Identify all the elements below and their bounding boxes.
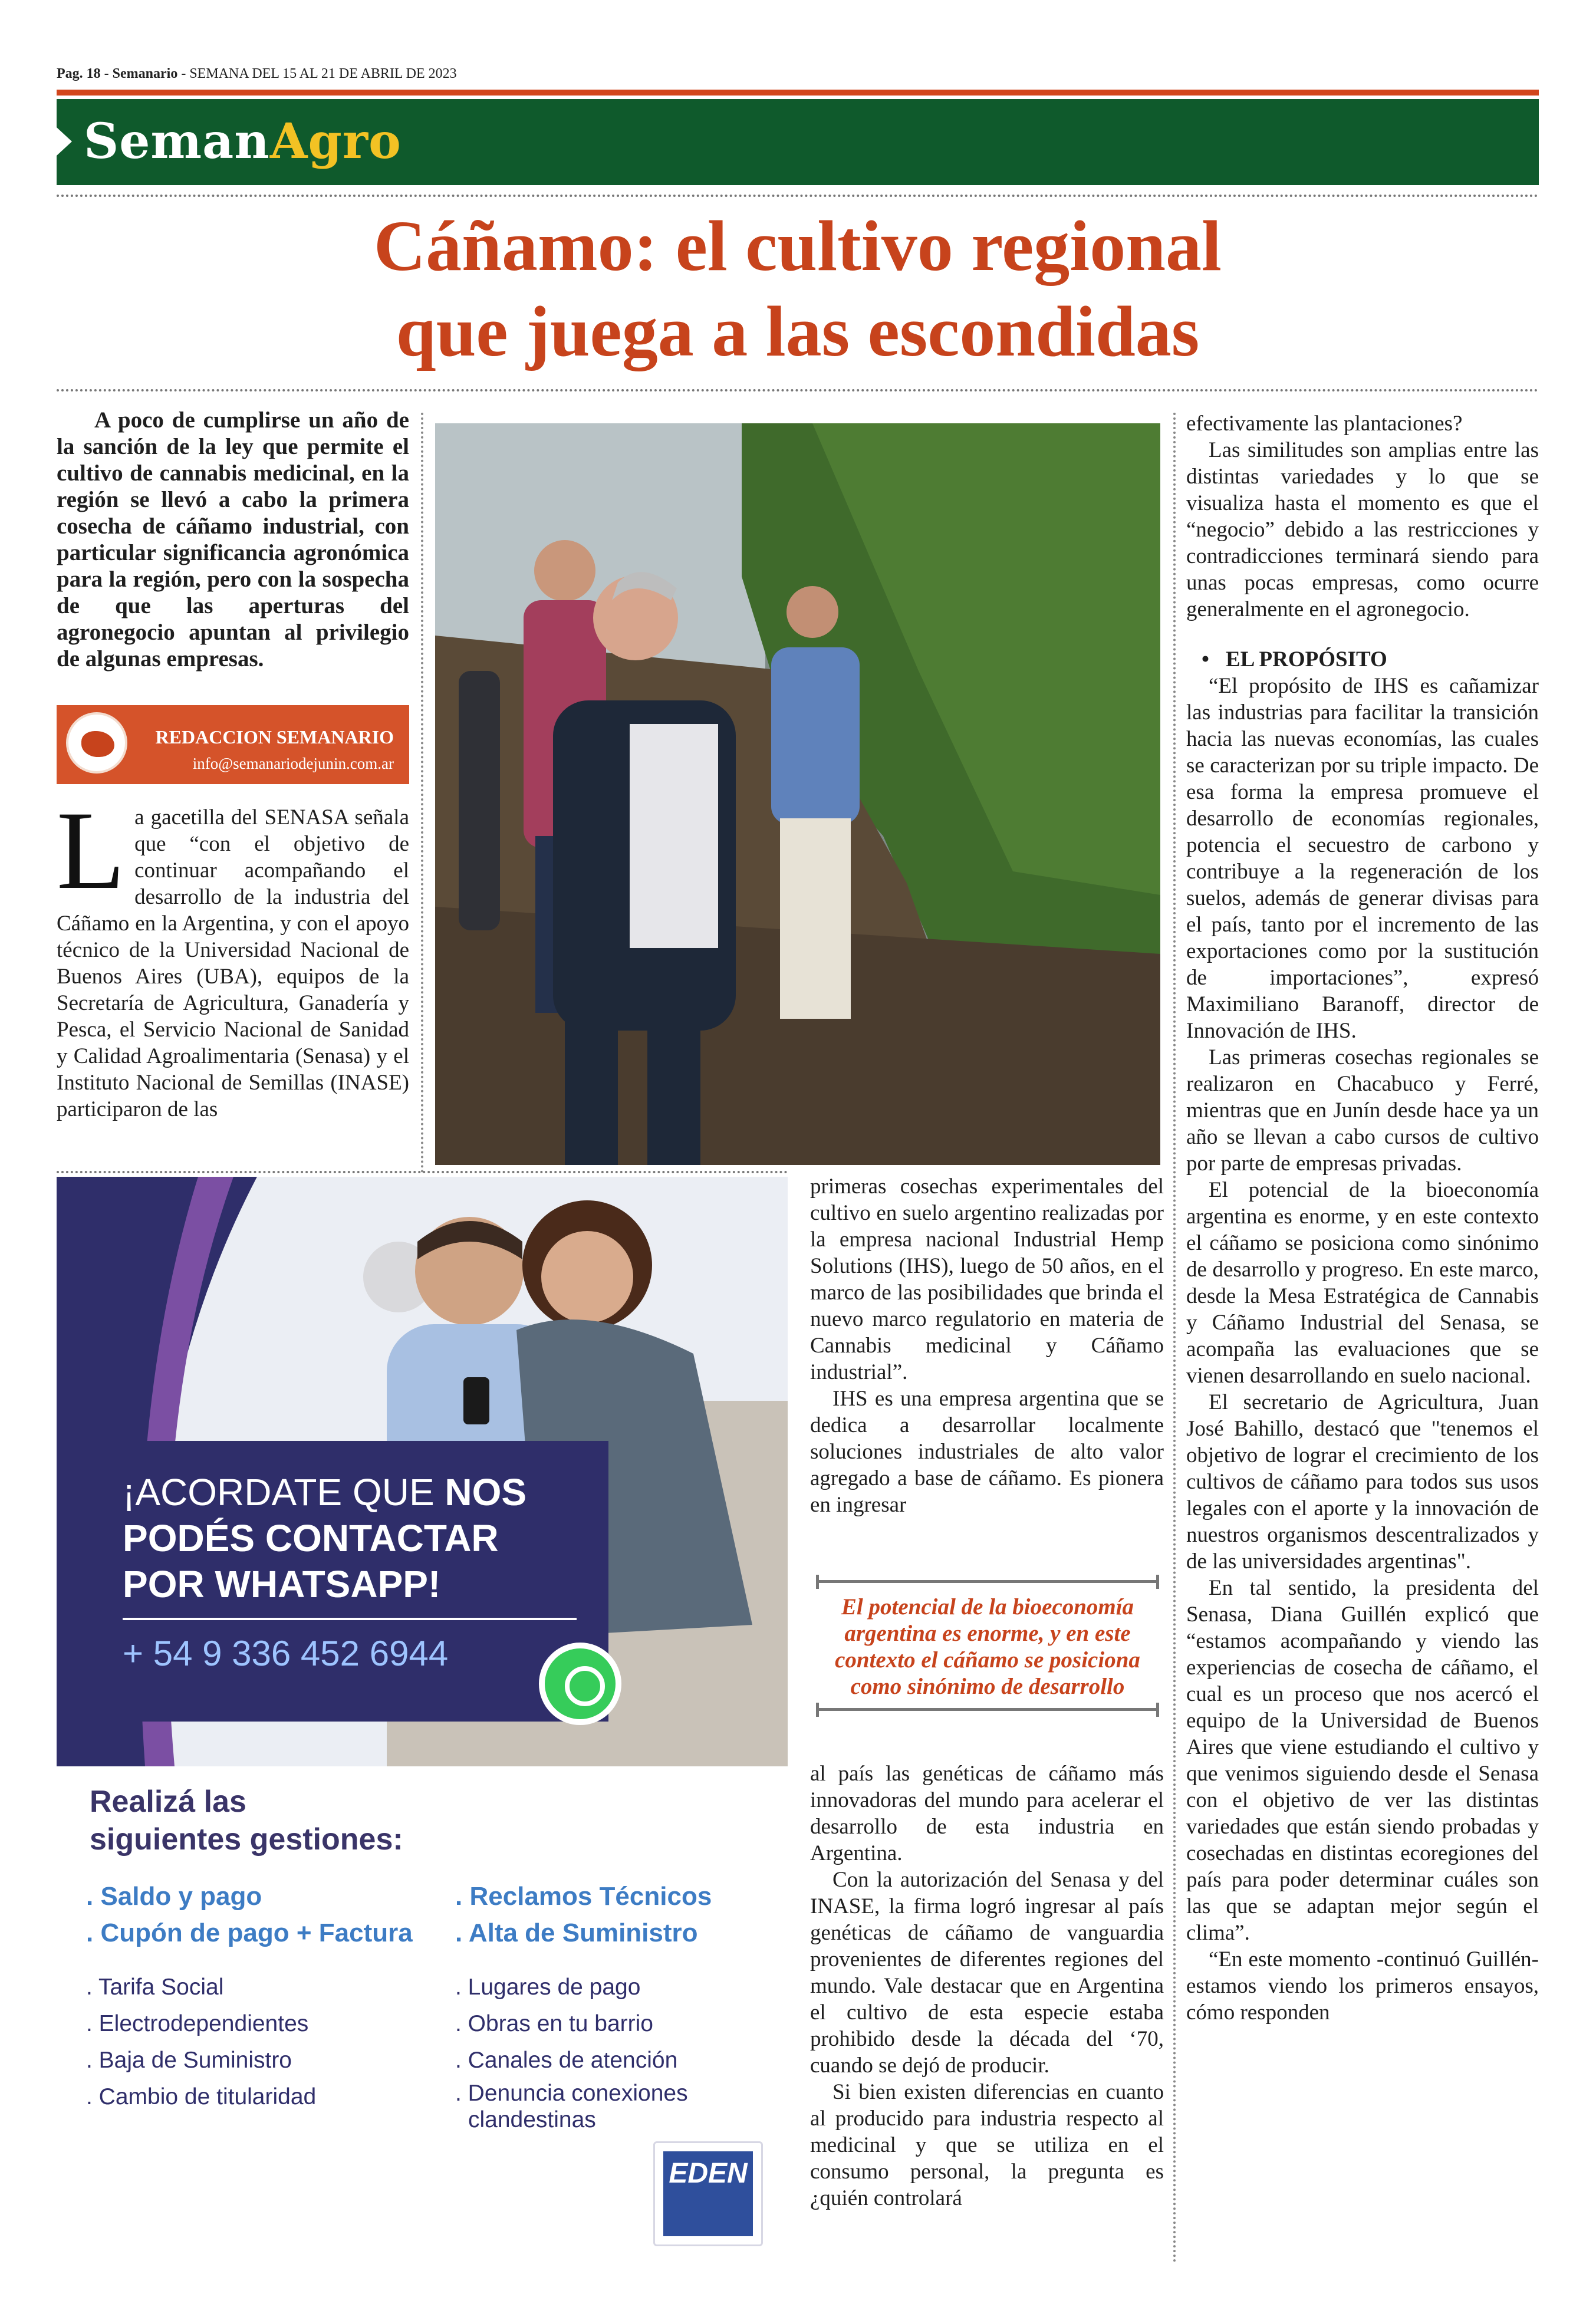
service-item[interactable]: . Reclamos Técnicos (455, 1882, 712, 1911)
column-2-bottom (810, 1760, 1164, 2211)
drop-cap: L (57, 789, 126, 913)
issue-week: - SEMANA DEL 15 AL 21 DE ABRIL DE 2023 (177, 66, 457, 81)
ad-headline-part-2: NOS (445, 1471, 527, 1513)
article-title (57, 203, 1539, 374)
ad-box-rule (123, 1618, 577, 1620)
title-line-2: que juega a las escondidas (396, 292, 1200, 371)
service-item[interactable]: . Saldo y pago (86, 1882, 262, 1911)
eden-logo (653, 2141, 763, 2246)
other-services-left (86, 1969, 316, 2115)
column-3 (1186, 410, 1539, 2026)
pull-quote-bottom-rule (816, 1708, 1159, 1711)
ad-headline-line-2: PODÉS CONTACTAR (123, 1517, 499, 1559)
column-2-paragraph-2: IHS es una empresa argentina que se dedica a desarrollar localmente soluciones industriales de alto valor agregado a base de cáñamo. Es pionera en ingresar (810, 1387, 1164, 1517)
pull-quote-top-rule (816, 1580, 1159, 1583)
whatsapp-icon[interactable] (539, 1643, 621, 1725)
ad-photo-area (57, 1177, 788, 1766)
whatsapp-contact-box (90, 1441, 608, 1722)
page-number: Pag. 18 (57, 66, 101, 81)
title-line-1: Cáñamo: el cultivo regional (374, 206, 1222, 286)
column-2-paragraph-3: al país las genéticas de cáñamo más innovadoras del mundo para acelerar el desarrollo de esta industria en Argentina. (810, 1762, 1164, 1865)
article-lead: A poco de cumplirse un año de la sanción de la ley que permite el cultivo de cannabis medicinal, en la región se llevó a cabo la primera cosecha de cáñamo industrial, con particular significancia agronómica para la región, pero con la sospecha de que las aperturas del agronegocio apuntan al privilegio de algunas empresas. (57, 407, 409, 672)
column-divider-1 (421, 413, 423, 1173)
service-item[interactable]: . Lugares de pago (455, 1974, 641, 2000)
column-3-paragraph-1: efectivamente las plantaciones? (1186, 412, 1463, 436)
column-3-paragraph-6: El secretario de Agricultura, Juan José Bahillo, destacó que "tenemos el objetivo de lograr el crecimiento de los cultivos de cáñamo para todos sus usos legales con el aporte y la innovación de nuestros organismos descentralizados y de las universidades argentinas". (1186, 1390, 1539, 1574)
ad-headline-line-3: POR WHATSAPP! (123, 1563, 441, 1605)
pull-quote (816, 1580, 1159, 1711)
column-2-top (810, 1173, 1164, 1518)
column-3-paragraph-4: Las primeras cosechas regionales se realizaron en Chacabuco y Ferré, mientras que en Junín desde hace ya un año se llevan a cabo cursos de cultivo por parte de empresas privadas. (1186, 1045, 1539, 1176)
eden-advertisement[interactable] (57, 1177, 788, 2252)
title-divider (57, 389, 1539, 391)
services-heading-line-2: siguientes gestiones: (90, 1822, 403, 1857)
column-1 (57, 789, 409, 1123)
column-2-paragraph-5: Si bien existen diferencias en cuanto al producido para industria respecto al medicinal y que se utiliza en el consumo personal, la pregunta es ¿quién controlará (810, 2080, 1164, 2210)
column-3-paragraph-8: “En este momento -continuó Guillén- estamos viendo los primeros ensayos, cómo responden (1186, 1947, 1539, 2025)
service-item[interactable]: . Cupón de pago + Factura (86, 1918, 413, 1947)
hemp-field-photo (435, 423, 1160, 1165)
main-services-left (86, 1878, 413, 1951)
ad-headline-part-1: ¡ACORDATE QUE (123, 1471, 445, 1513)
section-logo-part1: Seman (84, 113, 270, 170)
section-logo (84, 113, 402, 170)
column-3-paragraph-5: El potencial de la bioeconomía argentina es enorme, y en este contexto el cáñamo se posiciona como sinónimo de desarrollo y progreso. En este marco, desde la Mesa Estratégica de Cannabis y Cáñamo Industrial del Senasa, se acompaña las evaluaciones que se vienen desarrollando en suelo nacional. (1186, 1178, 1539, 1388)
byline-name: REDACCION SEMANARIO (155, 726, 394, 748)
column-2-paragraph-1: primeras cosechas experimentales del cultivo en suelo argentino realizadas por la empresa nacional Industrial Hemp Solutions (IHS), luego de 50 años, en el marco de las posibilidades que brinda el nuevo marco regulatorio en materia de Cannabis medicinal y Cáñamo industrial”. (810, 1174, 1164, 1384)
service-item[interactable]: . Cambio de titularidad (86, 2084, 317, 2109)
banner-divider (57, 195, 1539, 197)
service-item[interactable]: . Denuncia conexiones (455, 2081, 688, 2106)
services-heading-line-1: Realizá las (90, 1785, 246, 1819)
service-item[interactable]: . Electrodependientes (86, 2011, 309, 2036)
ad-top-divider (57, 1171, 788, 1173)
section-logo-part2: Agro (269, 113, 402, 170)
column-2-paragraph-4: Con la autorización del Senasa y del INASE, la firma logró ingresar al país genéticas de cáñamo de vanguardia provenientes de diferentes regiones del mundo. Vale destacar que en Argentina el cultivo de esta especie estaba prohibido desde la década del ‘70, cuando se dejó de producir. (810, 1868, 1164, 2078)
services-heading (90, 1783, 403, 1858)
service-item[interactable]: . Baja de Suministro (86, 2048, 292, 2073)
byline-box (57, 705, 409, 784)
page-header (57, 66, 457, 82)
ad-services (57, 1766, 788, 2252)
eden-brand: EDEN (663, 2151, 753, 2236)
whatsapp-phone-number[interactable]: + 54 9 336 452 6944 (123, 1634, 449, 1673)
subheading-proposito: • EL PROPÓSITO (1186, 646, 1539, 673)
column-divider-2 (1173, 413, 1176, 2264)
byline-email[interactable]: info@semanariodejunin.com.ar (192, 755, 394, 772)
ad-headline (123, 1469, 575, 1515)
section-banner (57, 99, 1539, 185)
header-rule (57, 90, 1539, 96)
service-item[interactable]: . Obras en tu barrio (455, 2011, 653, 2036)
banner-notch (57, 127, 72, 156)
pull-quote-text: El potencial de la bioeconomía argentina es enorme, y en este contexto el cáñamo se posiciona como sinónimo de desarrollo (835, 1594, 1140, 1699)
other-services-right (455, 1969, 688, 2132)
column-3-paragraph-2: Las similitudes son amplias entre las distintas variedades y lo que se visualiza hasta el momento es que el “negocio” debido a las restricciones y contradicciones terminará siendo para unas pocas empresas, como ocurre generalmente en el agronegocio. (1186, 438, 1539, 621)
column-3-paragraph-7: En tal sentido, la presidenta del Senasa, Diana Guillén explicó que “estamos acompañando y viendo las experiencias de cosecha de cáñamo, el cual es un proceso que nos acercó el equipo de la Universidad de Buenos Aires que viene estudiando el cultivo y que venimos siguiendo desde el Senasa con el objetivo de ver las distintas variedades que están siendo probadas y cosechadas en distintas ecoregiones del país para poder determinar cuáles son las que se adaptan mejor según el clima”. (1186, 1576, 1539, 1945)
service-item-continuation: clandestinas (468, 2107, 596, 2132)
article-photo (435, 423, 1160, 1165)
column-1-text: a gacetilla del SENASA señala que “con el objetivo de continuar acompañando el desarrollo de la industria del Cáñamo en la Argentina, y con el apoyo técnico de la Universidad Nacional de Buenos Aires (UBA), equipos de la Secretaría de Agricultura, Ganadería y Pesca, el Servicio Nacional de Sanidad y Calidad Agroalimentaria (Senasa) y el Instituto Nacional de Semillas (INASE) participaron de las (57, 805, 409, 1121)
column-3-paragraph-3: “El propósito de IHS es cañamizar las industrias para facilitar la transición hacia las nuevas economías, las cuales se caracterizan por su triple impacto. De esa forma la empresa promueve el desarrollo de economías regionales, potencia el secuestro de carbono y contribuye a la regeneración de los suelos, además de generar divisas para el país, tanto por el incremento de las exportaciones como por la sustitución de importaciones”, expresó Maximiliano Baranoff, director de Innovación de IHS. (1186, 674, 1539, 1043)
service-item[interactable]: . Alta de Suministro (455, 1918, 698, 1947)
main-services-right (455, 1878, 712, 1951)
service-item[interactable]: . Canales de atención (455, 2048, 678, 2073)
header-separator: - (100, 66, 113, 81)
newspaper-name: Semanario (112, 66, 178, 81)
service-item[interactable]: . Tarifa Social (86, 1974, 224, 2000)
